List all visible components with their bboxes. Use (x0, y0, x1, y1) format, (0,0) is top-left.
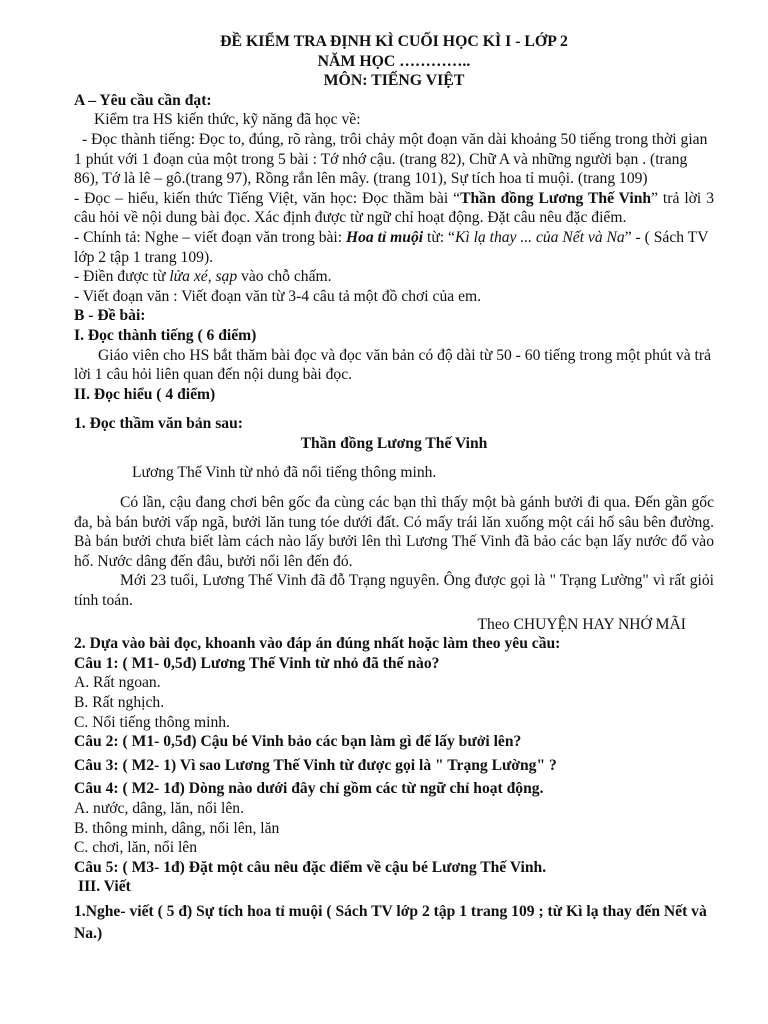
question-4: Câu 4: ( M2- 1đ) Dòng nào dưới đây chỉ gồm các từ ngữ chỉ hoạt động. (74, 780, 544, 798)
reading-comprehension-requirement (74, 189, 714, 228)
chinh-ta-pre: - Chính tả: Nghe – viết đoạn văn trong bài: (74, 228, 346, 246)
exam-title: ĐỀ KIỂM TRA ĐỊNH KÌ CUỐI HỌC KÌ I - LỚP 2 (220, 33, 568, 50)
writing-requirement: - Viết đoạn văn : Viết đoạn văn từ 3-4 câu tả một đồ chơi của em. (74, 287, 482, 305)
part2-heading: II. Đọc hiểu ( 4 điểm) (74, 385, 216, 403)
chinh-ta-quote: Kì lạ thay ... của Nết và Na (454, 228, 625, 246)
reading-aloud-requirement: - Đọc thành tiếng: Đọc to, đúng, rõ ràng, trôi chảy một đoạn văn dài khoảng 50 tiếng trong thời gian 1 phút với 1 đoạn của một trong 5 bài : Tớ nhớ cậu. (trang 82), Chữ A và những người bạn . (trang 86), Tớ là lê – gô.(trang 97), Rồng rắn lên mây. (trang 101), Sự tích hoa tỉ muội. (trang 109) (74, 130, 708, 188)
read-instruction: 1. Đọc thầm văn bản sau: (74, 415, 243, 433)
question-2: Câu 2: ( M1- 0,5đ) Cậu bé Vinh bảo các bạn làm gì để lấy bưởi lên? (74, 733, 522, 751)
subject-title: MÔN: TIẾNG VIỆT (323, 72, 465, 90)
dien-post: vào chỗ chấm. (237, 268, 332, 286)
story-paragraph-1: Lương Thế Vinh từ nhỏ đã nổi tiếng thông minh. (132, 464, 437, 482)
dien-words: lửa xé, sạp (169, 268, 238, 286)
q4-option-b: B. thông minh, dâng, nổi lên, lăn (74, 819, 280, 837)
doc-hieu-post: ” trả lời 3 câu hỏi về nội dung bài đọc. Xác định được từ ngữ chỉ hoạt động. Đặt câu nêu đặc điểm. (74, 189, 714, 227)
doc-hieu-pre: - Đọc – hiểu, kiến thức Tiếng Việt, văn học: Đọc thầm bài “ (74, 189, 461, 207)
q1-option-b: B. Rất nghịch. (74, 694, 165, 711)
section-a-intro: Kiểm tra HS kiến thức, kỹ năng đã học về: (94, 111, 361, 129)
part1-heading: I. Đọc thành tiếng ( 6 điểm) (74, 326, 257, 344)
q4-option-a: A. nước, dâng, lăn, nổi lên. (74, 799, 245, 817)
writing-task-1: 1.Nghe- viết ( 5 đ) Sự tích hoa tỉ muội ( Sách TV lớp 2 tập 1 trang 109 ; từ Kì lạ thay đến Nết và Na.) (74, 902, 707, 942)
question-1: Câu 1: ( M1- 0,5đ) Lương Thế Vinh từ nhỏ đã thế nào? (74, 654, 440, 672)
question-5: Câu 5: ( M3- 1đ) Đặt một câu nêu đặc điểm về cậu bé Lương Thế Vinh. (74, 858, 547, 876)
dictation-requirement (74, 228, 714, 267)
q1-option-a: A. Rất ngoan. (74, 674, 161, 692)
task-2-instruction: 2. Dựa vào bài đọc, khoanh vào đáp án đúng nhất hoặc làm theo yêu cầu: (74, 635, 561, 653)
doc-hieu-title: Thần đồng Lương Thế Vinh (460, 189, 652, 207)
chinh-ta-title: Hoa tỉ muội (345, 228, 424, 246)
school-year: NĂM HỌC ………….. (317, 52, 471, 70)
story-paragraph-3: Mới 23 tuổi, Lương Thế Vinh đã đỗ Trạng nguyên. Ông được gọi là " Trạng Lường" vì rất giỏi tính toán. (74, 572, 714, 610)
chinh-ta-post: ” - ( Sách TV lớp 2 tập 1 trang 109). (74, 228, 709, 266)
exam-document (74, 32, 714, 945)
section-b-heading: B - Đề bài: (74, 307, 146, 325)
question-3: Câu 3: ( M2- 1) Vì sao Lương Thế Vinh từ được gọi là " Trạng Lường" ? (74, 756, 557, 774)
q4-option-c: C. chơi, lăn, nổi lên (74, 839, 198, 857)
part1-text: Giáo viên cho HS bắt thăm bài đọc và đọc văn bản có độ dài từ 50 - 60 tiếng trong một phút và trả lời 1 câu hỏi liên quan đến nội dung bài đọc. (74, 346, 711, 384)
part3-heading: III. Viết (78, 878, 131, 896)
fill-words-requirement (74, 267, 714, 287)
dien-pre: - Điền được từ (74, 268, 170, 286)
story-paragraph-2: Có lần, cậu đang chơi bên gốc đa cùng các bạn thì thấy một bà gánh bưởi đi qua. Đến gần gốc đa, bà bán bưởi vấp ngã, bưởi lăn tung tóe dưới đất. Có mấy trái lăn xuống một cái hố sâu bên đường. Bà bán bưởi chưa biết làm cách nào lấy bưởi lên thì Lương Thế Vinh đã bảo các bạn lấy nước đổ vào hố. Nước dâng đến đâu, bưởi nổi lên đến đó. (74, 494, 714, 570)
chinh-ta-mid: từ: “ (423, 228, 455, 246)
story-source: Theo CHUYỆN HAY NHỚ MÃI (477, 615, 686, 633)
section-a-heading: A – Yêu cầu cần đạt: (74, 91, 212, 109)
q1-option-c: C. Nổi tiếng thông minh. (74, 713, 230, 731)
story-title: Thần đồng Lương Thế Vinh (300, 434, 488, 452)
